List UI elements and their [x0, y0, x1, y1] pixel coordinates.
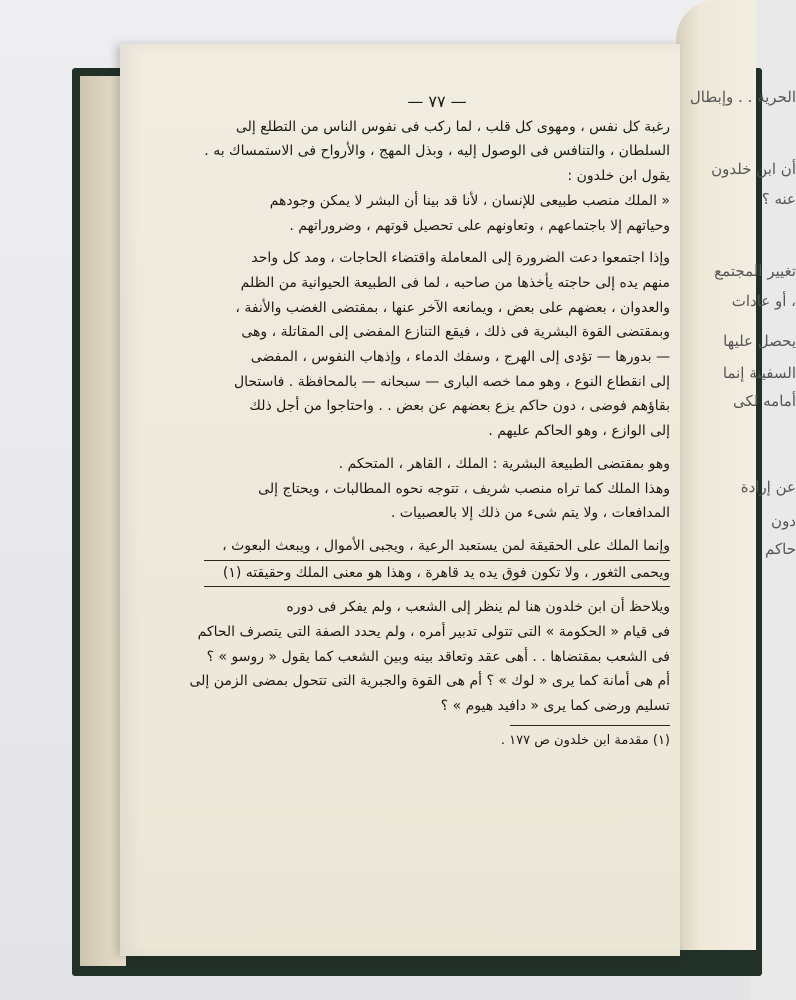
- text-line: السلطان ، والتنافس فى الوصول إليه ، وبذل المهج ، والأرواح فى الاستمساك به .: [204, 143, 670, 160]
- underlined-line: ويحمى الثغور ، ولا تكون فوق يده يد قاهرة ، وهذا هو معنى الملك وحقيقته (١): [204, 561, 670, 588]
- facing-line: دون: [771, 512, 796, 530]
- text-line: وحياتهم إلا باجتماعهم ، وتعاونهم على تحصيل قوتهم ، وضروراتهم .: [289, 217, 670, 234]
- text-line: — بدورها — تؤدى إلى الهرج ، وسفك الدماء ، وإذهاب النفوس ، المفضى: [250, 349, 670, 366]
- text-line: منهم يده إلى حاجته يأخذها من صاحبه ، لما فى الطبيعة الحيوانية من الظلم: [240, 274, 670, 291]
- facing-line: تغيير المجتمع: [714, 262, 796, 280]
- text-line: بقاؤهم فوضى ، دون حاكم يزع بعضهم عن بعض . . واحتاجوا من أجل ذلك: [249, 398, 670, 415]
- footnote: (١) مقدمة ابن خلدون ص ١٧٧ .: [500, 732, 670, 748]
- facing-page: [676, 0, 796, 950]
- footnote-rule: [510, 725, 670, 726]
- text-line: تسليم ورضى كما يرى « دافيد هيوم » ؟: [440, 698, 670, 715]
- text-line: وإذا اجتمعوا دعت الضرورة إلى المعاملة واقتضاء الحاجات ، ومد كل واحد: [251, 250, 670, 267]
- text-line: فى قيام « الحكومة » التى تتولى تدبير أمره ، ولم يحدد الصفة التى يتصرف الحاكم: [197, 624, 670, 641]
- text-line: فى الشعب بمقتضاها . . أهى عقد وتعاقد بينه وبين الشعب كما يقول « روسو » ؟: [206, 648, 670, 665]
- text-line: المدافعات ، ولا يتم شىء من ذلك إلا بالعصبيات .: [390, 505, 670, 522]
- text-line: والعدوان ، بعضهم على بعض ، ويمانعه الآخر عنها ، بمقتضى الغضب والأنفة ،: [235, 299, 670, 316]
- facing-line: أمامه لكى: [733, 392, 796, 410]
- text-line: وهذا الملك كما تراه منصب شريف ، تتوجه نحوه المطالبات ، ويحتاج إلى: [258, 480, 670, 497]
- facing-line: أن ابن خلدون: [711, 160, 796, 178]
- facing-line: الحرية . . وإبطال: [689, 88, 796, 106]
- text-line: إلى انقطاع النوع ، وهو مما خصه البارى — سبحانه — بالمحافظة . فاستحال: [233, 373, 670, 390]
- page-number: — ٧٧ —: [407, 92, 467, 111]
- text-line: أم هى أمانة كما يرى « لوك » ؟ أم هى القوة والجبرية التى تتحول بمضى الزمن إلى: [189, 673, 670, 690]
- facing-line: عنه ؟: [761, 190, 796, 208]
- facing-line: حاكم: [765, 540, 796, 558]
- underlined-line: وإنما الملك على الحقيقة لمن يستعبد الرعية ، ويجبى الأموال ، ويبعث البعوث ،: [204, 534, 670, 561]
- facing-line: يحصل عليها: [723, 332, 796, 350]
- text-line: رغبة كل نفس ، ومهوى كل قلب ، لما ركب فى نفوس الناس من التطلع إلى: [235, 118, 670, 135]
- text-line: وهو بمقتضى الطبيعة البشرية : الملك ، القاهر ، المتحكم .: [338, 455, 670, 472]
- facing-line: ، أو عادات: [731, 292, 796, 310]
- text-line: إلى الوازع ، وهو الحاكم عليهم .: [488, 423, 670, 440]
- text-line: ويلاحظ أن ابن خلدون هنا لم ينظر إلى الشعب ، ولم يفكر فى دوره: [286, 599, 670, 616]
- page-body: [189, 90, 670, 754]
- facing-line: السفينة إنما: [722, 364, 796, 382]
- book-page: [120, 44, 680, 956]
- text-line: « الملك منصب طبيعى للإنسان ، لأنا قد بينا أن البشر لا يمكن وجودهم: [269, 192, 670, 209]
- text-line: وبمقتضى القوة البشرية فى ذلك ، فيقع التنازع المفضى إلى المقاتلة ، وهى: [241, 324, 670, 341]
- facing-line: عن إرادة: [740, 478, 796, 496]
- text-line: يقول ابن خلدون :: [567, 168, 670, 185]
